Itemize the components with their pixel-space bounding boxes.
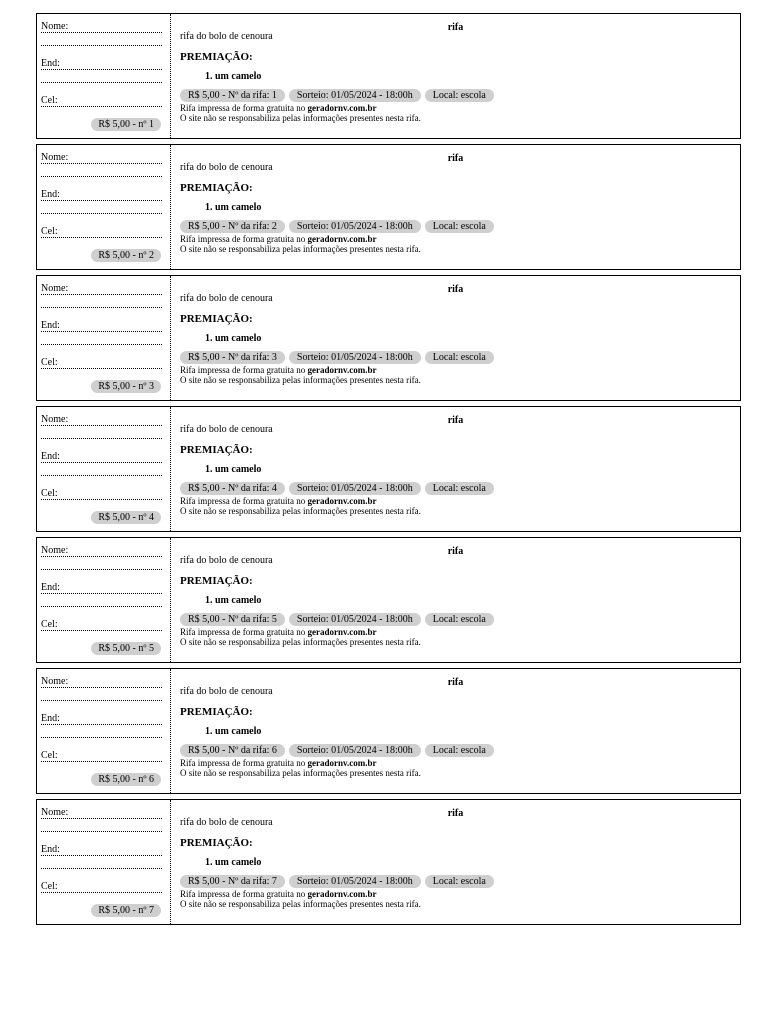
ticket-stub [37,800,171,924]
ticket-body [171,276,740,400]
ticket-body [171,538,740,662]
ticket-description: rifa do bolo de cenoura [180,817,273,828]
footer-site-name: geradornv.com.br [307,234,377,244]
footer-credit-text: Rifa impressa de forma gratuita no [180,758,308,768]
prize-heading: PREMIAÇÃO: [180,444,253,456]
footer-site-name: geradornv.com.br [307,627,377,637]
footer-credit-text: Rifa impressa de forma gratuita no [180,103,308,113]
ticket-info-badges [180,744,494,757]
ticket-info-badges [180,89,494,102]
price-number-badge: R$ 5,00 - Nº da rifa: 2 [180,220,285,233]
draw-date-badge: Sorteio: 01/05/2024 - 18:00h [289,89,421,102]
footer-site-name: geradornv.com.br [307,758,377,768]
ticket-body [171,14,740,138]
footer-credit-text: Rifa impressa de forma gratuita no [180,234,308,244]
address-field-label: End: [41,320,162,332]
phone-field-label: Cel: [41,881,162,893]
ticket-stub [37,407,171,531]
footer-credit-text: Rifa impressa de forma gratuita no [180,889,308,899]
location-badge: Local: escola [425,875,494,888]
price-number-badge: R$ 5,00 - Nº da rifa: 1 [180,89,285,102]
raffle-ticket [36,144,741,270]
ticket-title: rifa [447,546,464,557]
address-field-line [41,213,162,214]
ticket-body [171,407,740,531]
location-badge: Local: escola [425,482,494,495]
name-field-line [41,438,162,439]
prize-heading: PREMIAÇÃO: [180,182,253,194]
footer-disclaimer: O site não se responsabiliza pelas informações presentes nesta rifa. [180,112,421,123]
prize-item: 1. um camelo [205,726,262,737]
ticket-description: rifa do bolo de cenoura [180,555,273,566]
footer-site-name: geradornv.com.br [307,365,377,375]
raffle-ticket-sheet [36,13,741,930]
footer-site-name: geradornv.com.br [307,889,377,899]
ticket-title: rifa [447,677,464,688]
ticket-stub [37,276,171,400]
location-badge: Local: escola [425,744,494,757]
name-field-label: Nome: [41,152,162,164]
draw-date-badge: Sorteio: 01/05/2024 - 18:00h [289,482,421,495]
ticket-footer [180,497,421,516]
ticket-footer [180,366,421,385]
location-badge: Local: escola [425,613,494,626]
ticket-title: rifa [447,153,464,164]
phone-field-label: Cel: [41,226,162,238]
footer-disclaimer: O site não se responsabiliza pelas informações presentes nesta rifa. [180,505,421,516]
address-field-line [41,868,162,869]
ticket-stub [37,669,171,793]
ticket-footer [180,628,421,647]
footer-disclaimer: O site não se responsabiliza pelas informações presentes nesta rifa. [180,374,421,385]
footer-credit-text: Rifa impressa de forma gratuita no [180,496,308,506]
stub-price-number-badge: R$ 5,00 - nº 4 [91,511,161,524]
address-field-line [41,475,162,476]
name-field-label: Nome: [41,283,162,295]
ticket-body [171,800,740,924]
ticket-info-badges [180,220,494,233]
raffle-ticket [36,668,741,794]
prize-heading: PREMIAÇÃO: [180,575,253,587]
draw-date-badge: Sorteio: 01/05/2024 - 18:00h [289,220,421,233]
price-number-badge: R$ 5,00 - Nº da rifa: 3 [180,351,285,364]
prize-heading: PREMIAÇÃO: [180,837,253,849]
location-badge: Local: escola [425,351,494,364]
ticket-footer [180,759,421,778]
name-field-line [41,307,162,308]
address-field-label: End: [41,58,162,70]
ticket-description: rifa do bolo de cenoura [180,424,273,435]
prize-item: 1. um camelo [205,333,262,344]
footer-disclaimer: O site não se responsabiliza pelas informações presentes nesta rifa. [180,898,421,909]
ticket-body [171,145,740,269]
stub-price-number-badge: R$ 5,00 - nº 6 [91,773,161,786]
ticket-description: rifa do bolo de cenoura [180,162,273,173]
prize-item: 1. um camelo [205,464,262,475]
address-field-label: End: [41,713,162,725]
ticket-info-badges [180,875,494,888]
ticket-title: rifa [447,415,464,426]
footer-disclaimer: O site não se responsabiliza pelas informações presentes nesta rifa. [180,636,421,647]
address-field-label: End: [41,844,162,856]
draw-date-badge: Sorteio: 01/05/2024 - 18:00h [289,744,421,757]
price-number-badge: R$ 5,00 - Nº da rifa: 5 [180,613,285,626]
ticket-stub [37,14,171,138]
stub-price-number-badge: R$ 5,00 - nº 7 [91,904,161,917]
location-badge: Local: escola [425,220,494,233]
footer-disclaimer: O site não se responsabiliza pelas informações presentes nesta rifa. [180,243,421,254]
phone-field-label: Cel: [41,488,162,500]
prize-item: 1. um camelo [205,857,262,868]
stub-price-number-badge: R$ 5,00 - nº 5 [91,642,161,655]
address-field-label: End: [41,451,162,463]
name-field-line [41,176,162,177]
ticket-footer [180,890,421,909]
ticket-stub [37,145,171,269]
ticket-description: rifa do bolo de cenoura [180,31,273,42]
footer-site-name: geradornv.com.br [307,496,377,506]
prize-item: 1. um camelo [205,71,262,82]
location-badge: Local: escola [425,89,494,102]
raffle-ticket [36,406,741,532]
ticket-body [171,669,740,793]
address-field-line [41,737,162,738]
prize-heading: PREMIAÇÃO: [180,706,253,718]
ticket-stub [37,538,171,662]
address-field-label: End: [41,189,162,201]
name-field-label: Nome: [41,676,162,688]
name-field-label: Nome: [41,414,162,426]
ticket-description: rifa do bolo de cenoura [180,686,273,697]
stub-price-number-badge: R$ 5,00 - nº 3 [91,380,161,393]
name-field-label: Nome: [41,807,162,819]
footer-credit-text: Rifa impressa de forma gratuita no [180,365,308,375]
prize-item: 1. um camelo [205,202,262,213]
raffle-ticket [36,13,741,139]
ticket-title: rifa [447,22,464,33]
address-field-line [41,344,162,345]
footer-site-name: geradornv.com.br [307,103,377,113]
footer-credit-text: Rifa impressa de forma gratuita no [180,627,308,637]
name-field-line [41,700,162,701]
raffle-ticket [36,537,741,663]
ticket-title: rifa [447,284,464,295]
stub-price-number-badge: R$ 5,00 - nº 2 [91,249,161,262]
name-field-line [41,831,162,832]
name-field-label: Nome: [41,21,162,33]
draw-date-badge: Sorteio: 01/05/2024 - 18:00h [289,613,421,626]
prize-heading: PREMIAÇÃO: [180,51,253,63]
prize-heading: PREMIAÇÃO: [180,313,253,325]
name-field-line [41,569,162,570]
name-field-label: Nome: [41,545,162,557]
ticket-info-badges [180,613,494,626]
ticket-footer [180,104,421,123]
ticket-info-badges [180,482,494,495]
address-field-line [41,606,162,607]
ticket-title: rifa [447,808,464,819]
raffle-ticket [36,275,741,401]
price-number-badge: R$ 5,00 - Nº da rifa: 4 [180,482,285,495]
ticket-footer [180,235,421,254]
phone-field-label: Cel: [41,95,162,107]
price-number-badge: R$ 5,00 - Nº da rifa: 6 [180,744,285,757]
draw-date-badge: Sorteio: 01/05/2024 - 18:00h [289,351,421,364]
address-field-line [41,82,162,83]
draw-date-badge: Sorteio: 01/05/2024 - 18:00h [289,875,421,888]
phone-field-label: Cel: [41,619,162,631]
ticket-info-badges [180,351,494,364]
phone-field-label: Cel: [41,357,162,369]
prize-item: 1. um camelo [205,595,262,606]
stub-price-number-badge: R$ 5,00 - nº 1 [91,118,161,131]
phone-field-label: Cel: [41,750,162,762]
price-number-badge: R$ 5,00 - Nº da rifa: 7 [180,875,285,888]
raffle-ticket [36,799,741,925]
name-field-line [41,45,162,46]
footer-disclaimer: O site não se responsabiliza pelas informações presentes nesta rifa. [180,767,421,778]
ticket-description: rifa do bolo de cenoura [180,293,273,304]
address-field-label: End: [41,582,162,594]
